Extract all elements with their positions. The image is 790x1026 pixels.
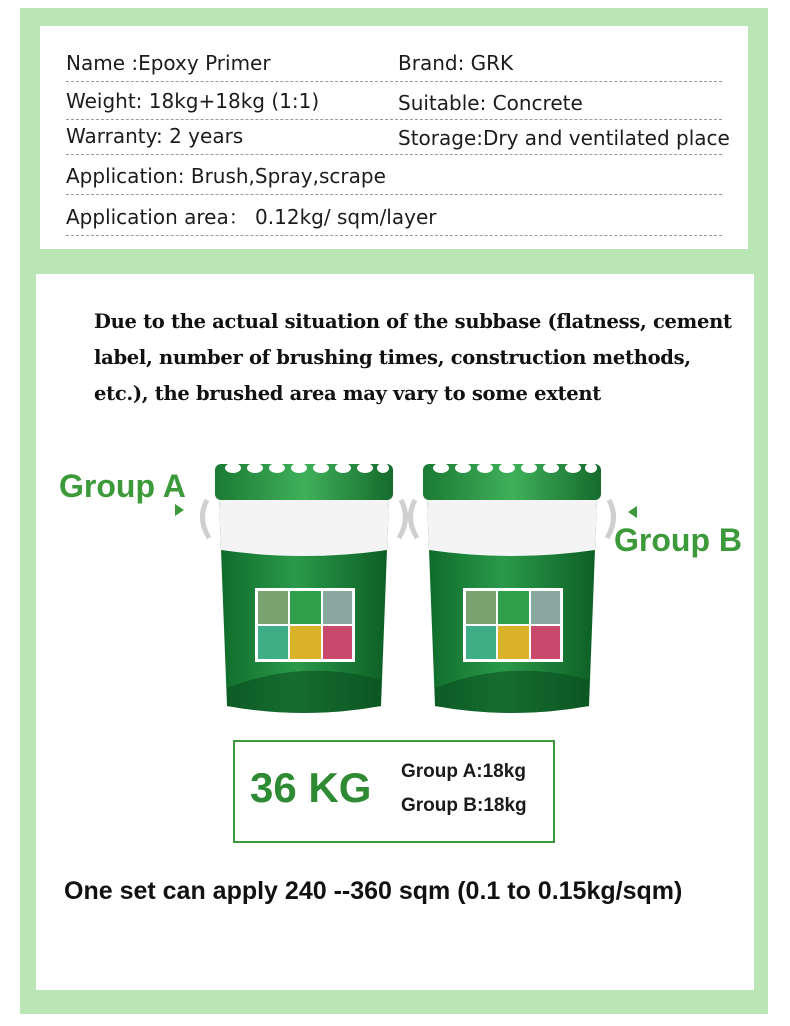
spec-row-5 — [66, 199, 722, 236]
arrow-left-icon — [628, 506, 637, 518]
group-a-weight: Group A:18kg — [401, 761, 526, 782]
main-panel — [36, 274, 754, 990]
bucket-group-b — [407, 458, 617, 720]
spec-brand: Brand: GRK — [398, 51, 514, 75]
spec-warranty: Warranty: 2 years — [66, 124, 244, 148]
weight-summary-box — [233, 740, 555, 843]
total-weight: 36 KG — [250, 764, 372, 811]
spec-row-4 — [66, 158, 722, 195]
group-a-label: Group A — [59, 468, 186, 504]
spec-storage: Storage:Dry and ventilated place — [398, 126, 730, 150]
spec-application: Application: Brush,Spray,scrape — [66, 164, 386, 188]
coverage-note: Due to the actual situation of the subbase (flatness, cement label, number of brushing times, construction methods, etc.), the brushed area may vary to some extent — [94, 310, 732, 405]
arrow-right-icon — [175, 504, 184, 516]
spec-row-3 — [66, 118, 730, 155]
spec-row-1 — [66, 45, 722, 82]
group-b-label: Group B — [614, 522, 742, 558]
spec-application-area: Application area： 0.12kg/ sqm/layer — [66, 205, 437, 229]
bucket-group-a — [199, 458, 409, 720]
spec-panel — [40, 26, 748, 249]
spec-suitable: Suitable: Concrete — [398, 91, 583, 115]
group-b-weight: Group B:18kg — [401, 795, 527, 816]
spec-row-2 — [66, 83, 722, 120]
spec-weight: Weight: 18kg+18kg (1:1) — [66, 89, 320, 113]
coverage-statement: One set can apply 240 --360 sqm (0.1 to 0.15kg/sqm) — [64, 877, 683, 905]
spec-name: Name :Epoxy Primer — [66, 51, 271, 75]
